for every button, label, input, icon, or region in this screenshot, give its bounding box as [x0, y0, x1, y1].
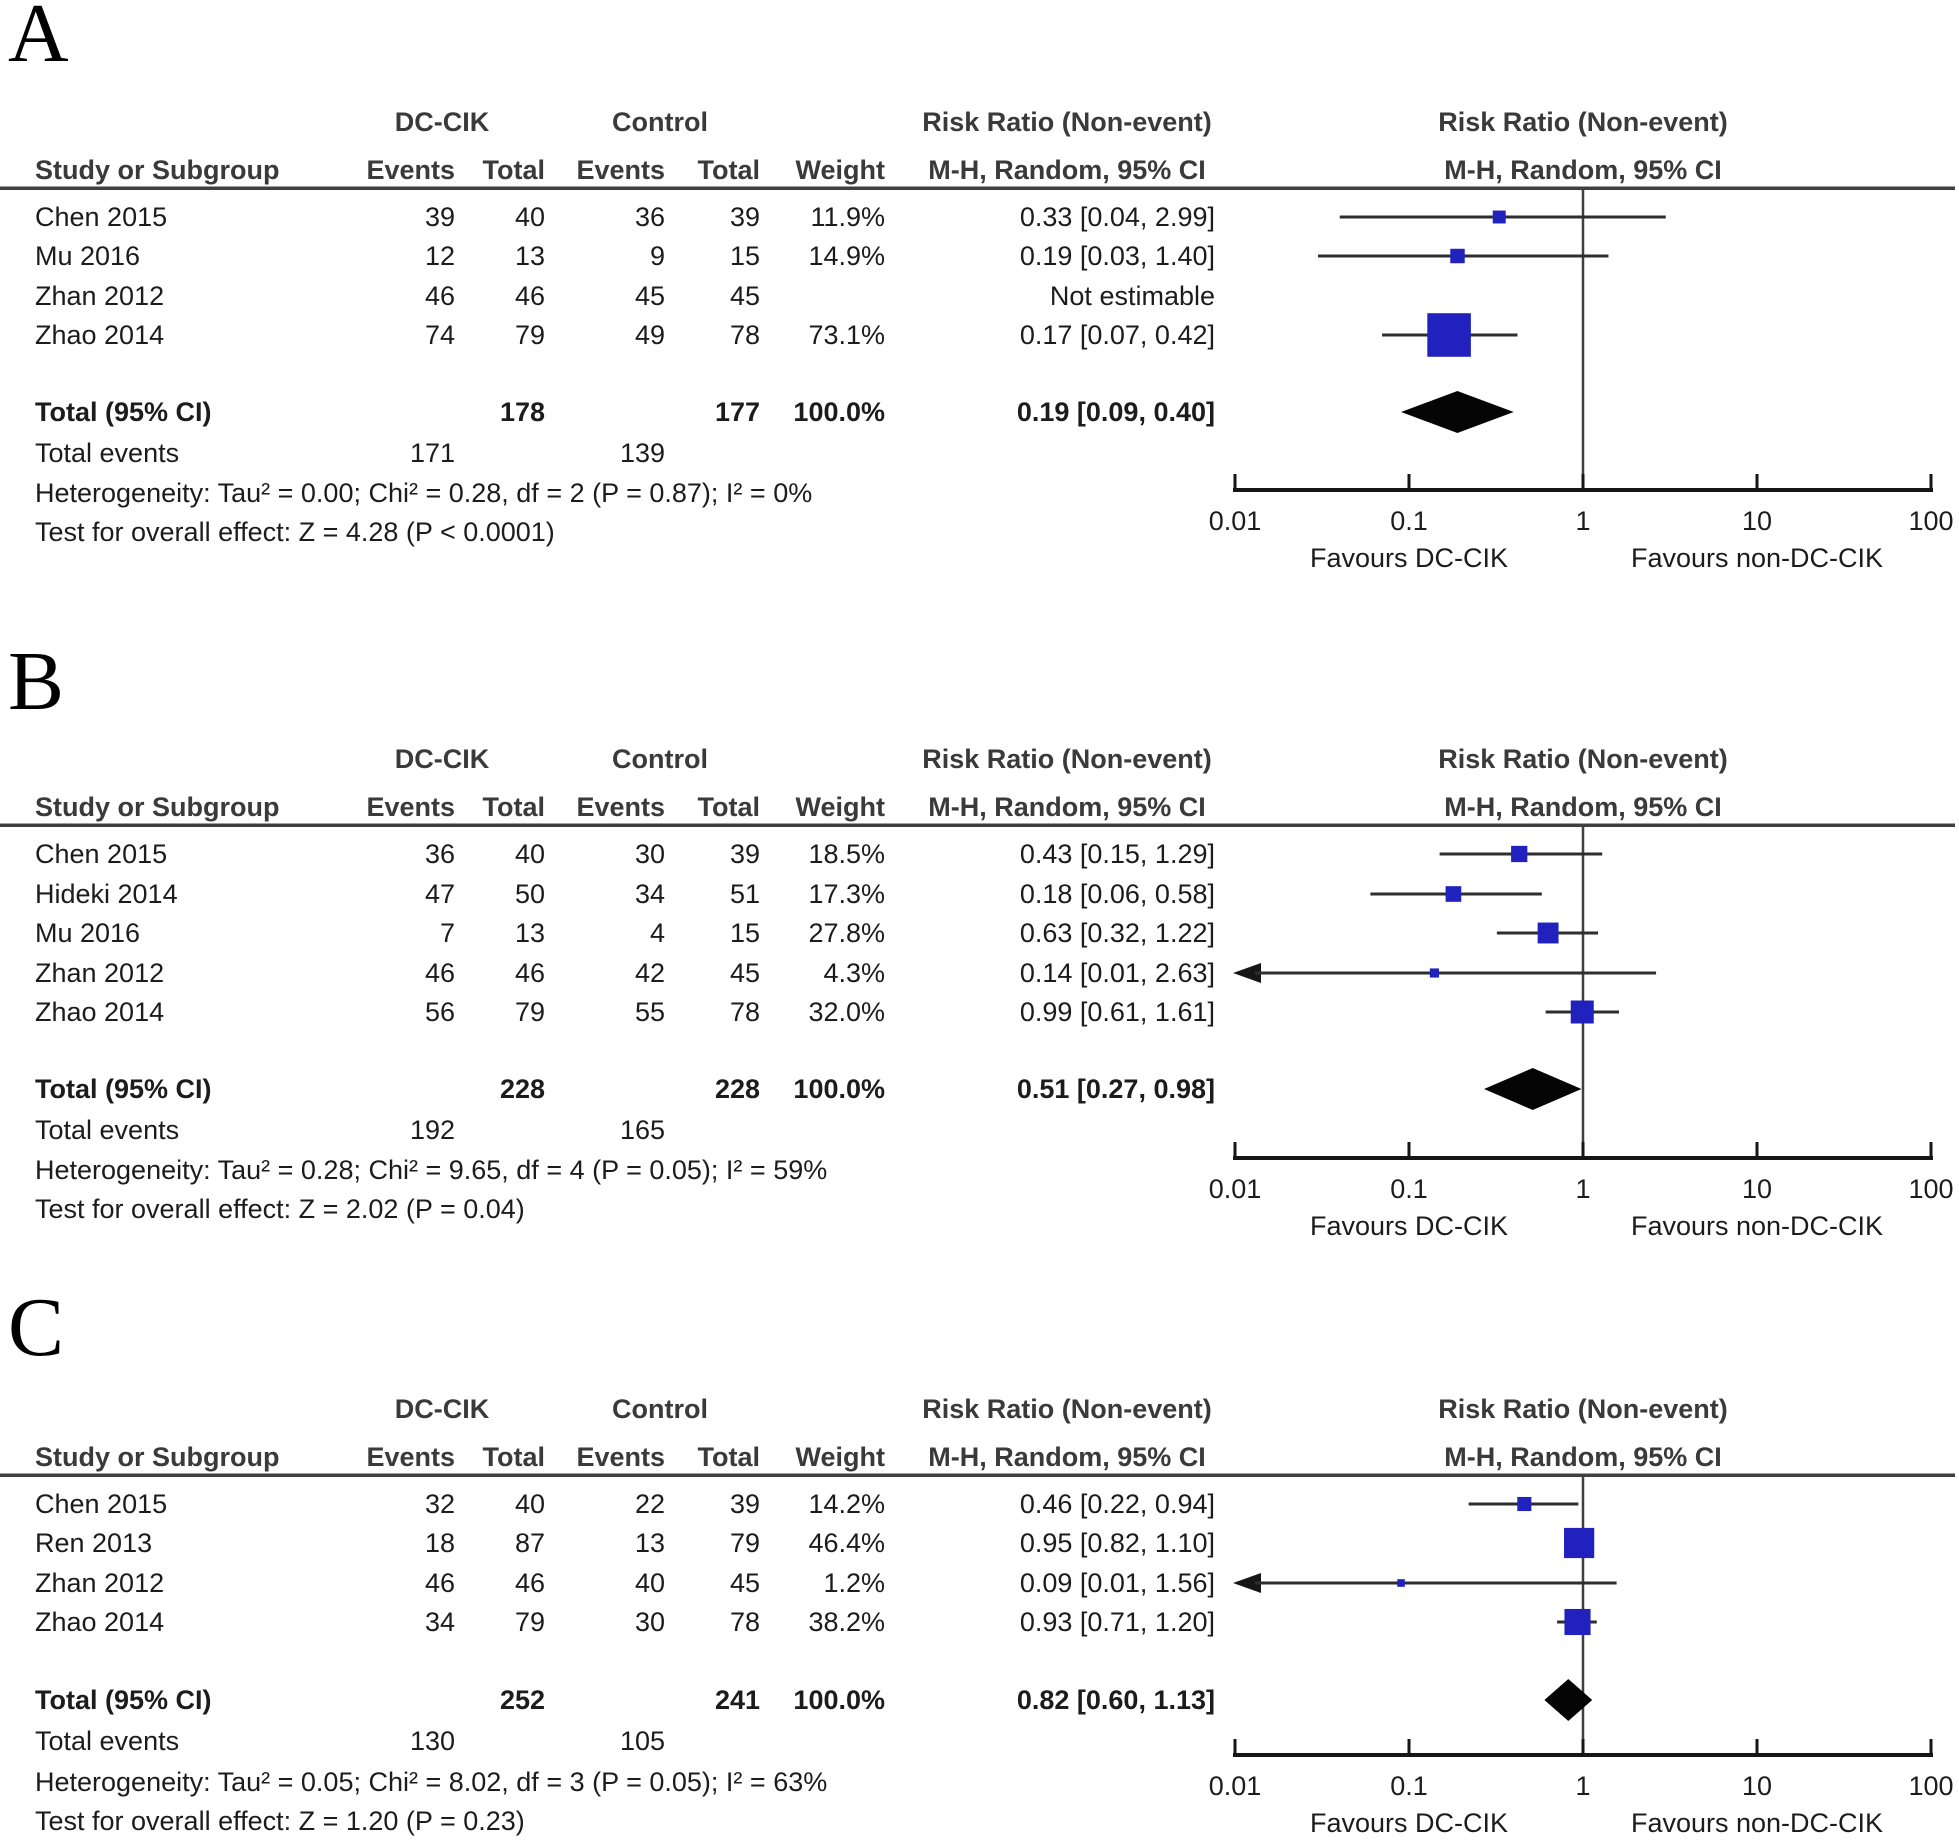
total-label: Total (95% CI)	[35, 1074, 212, 1104]
rr-subtitle-plot: M-H, Random, 95% CI	[1444, 155, 1722, 185]
col-header-weight: Weight	[795, 155, 885, 185]
favours-left-label: Favours DC-CIK	[1309, 543, 1509, 573]
ci-text: 0.63 [0.32, 1.22]	[1019, 918, 1215, 948]
total-events-dccik: 130	[409, 1726, 455, 1756]
axis-tick-label: 100	[1908, 1771, 1954, 1801]
dccik-total: 87	[514, 1528, 545, 1558]
axis-tick-label: 100	[1908, 506, 1954, 536]
study-name: Zhan 2012	[35, 958, 165, 988]
ci-text: 0.14 [0.01, 2.63]	[1019, 958, 1215, 988]
weight-value: 14.9%	[808, 241, 885, 271]
total-events-control: 139	[619, 438, 665, 468]
col-header-events2: Events	[576, 792, 665, 822]
heterogeneity-text: Heterogeneity: Tau² = 0.00; Chi² = 0.28, df = 2 (P = 0.87); I² = 0%	[35, 478, 813, 508]
col-header-total2: Total	[697, 155, 760, 185]
col-header-total2: Total	[697, 1442, 760, 1472]
axis-tick-label: 0.01	[1208, 1771, 1262, 1801]
control-events: 22	[634, 1489, 665, 1519]
group-header-control: Control	[612, 107, 708, 137]
group-header-dccik: DC-CIK	[394, 107, 490, 137]
total-label: Total (95% CI)	[35, 397, 212, 427]
dccik-total: 40	[514, 839, 545, 869]
study-name: Zhan 2012	[35, 1568, 165, 1598]
col-header-events1: Events	[366, 1442, 455, 1472]
col-header-total1: Total	[482, 792, 545, 822]
header-rule	[0, 187, 1955, 190]
total-events-label: Total events	[35, 1726, 180, 1756]
col-header-events2: Events	[576, 1442, 665, 1472]
favours-right-label: Favours non-DC-CIK	[1630, 543, 1884, 573]
control-total: 39	[729, 839, 760, 869]
axis-tick-label: 10	[1741, 506, 1773, 536]
weight-value: 32.0%	[808, 997, 885, 1027]
col-header-weight: Weight	[795, 792, 885, 822]
ci-text: Not estimable	[1049, 281, 1215, 311]
control-total: 45	[729, 281, 760, 311]
dccik-events: 34	[424, 1607, 455, 1637]
col-header-weight: Weight	[795, 1442, 885, 1472]
axis-tick-label: 10	[1741, 1771, 1773, 1801]
heterogeneity-text: Heterogeneity: Tau² = 0.05; Chi² = 8.02, df = 3 (P = 0.05); I² = 63%	[35, 1767, 828, 1797]
heterogeneity-text: Heterogeneity: Tau² = 0.28; Chi² = 9.65, df = 4 (P = 0.05); I² = 59%	[35, 1155, 828, 1185]
total-label: Total (95% CI)	[35, 1685, 212, 1715]
axis-tick-label: 10	[1741, 1174, 1773, 1204]
col-header-events2: Events	[576, 155, 665, 185]
study-name: Zhao 2014	[35, 1607, 165, 1637]
dccik-total: 79	[514, 320, 545, 350]
group-header-dccik: DC-CIK	[394, 744, 490, 774]
control-total: 15	[729, 918, 760, 948]
rr-title-table: Risk Ratio (Non-event)	[922, 107, 1212, 137]
weight-value: 14.2%	[808, 1489, 885, 1519]
dccik-events: 46	[424, 1568, 455, 1598]
weight-value: 11.9%	[810, 202, 885, 232]
group-header-control: Control	[612, 1394, 708, 1424]
ci-text: 0.43 [0.15, 1.29]	[1019, 839, 1215, 869]
dccik-total: 40	[514, 202, 545, 232]
col-header-events1: Events	[366, 792, 455, 822]
rr-subtitle-plot: M-H, Random, 95% CI	[1444, 1442, 1722, 1472]
effect-marker	[1517, 1497, 1531, 1511]
total-weight: 100.0%	[793, 1685, 885, 1715]
axis-tick-label: 0.01	[1208, 506, 1262, 536]
control-total: 39	[729, 1489, 760, 1519]
dccik-total: 46	[514, 281, 545, 311]
control-events: 55	[634, 997, 665, 1027]
dccik-events: 56	[424, 997, 455, 1027]
dccik-total: 46	[514, 958, 545, 988]
weight-value: 73.1%	[808, 320, 885, 350]
header-rule	[0, 1474, 1955, 1477]
control-total: 45	[729, 1568, 760, 1598]
axis-tick-label: 0.1	[1390, 506, 1428, 536]
control-total: 45	[729, 958, 760, 988]
col-header-total1: Total	[482, 155, 545, 185]
effect-marker	[1564, 1528, 1594, 1558]
ci-text: 0.18 [0.06, 0.58]	[1019, 879, 1215, 909]
effect-marker	[1430, 968, 1439, 977]
study-name: Chen 2015	[35, 839, 168, 869]
ci-text: 0.95 [0.82, 1.10]	[1019, 1528, 1215, 1558]
control-total: 79	[729, 1528, 760, 1558]
ci-text: 0.17 [0.07, 0.42]	[1019, 320, 1215, 350]
panel-label-b: B	[8, 635, 65, 728]
weight-value: 18.5%	[808, 839, 885, 869]
control-events: 9	[649, 241, 665, 271]
control-events: 40	[634, 1568, 665, 1598]
axis-tick-label: 1	[1575, 506, 1591, 536]
overall-effect-text: Test for overall effect: Z = 1.20 (P = 0.23)	[35, 1806, 525, 1836]
axis-tick-label: 1	[1575, 1771, 1591, 1801]
control-events: 30	[634, 839, 665, 869]
favours-left-label: Favours DC-CIK	[1309, 1211, 1509, 1241]
rr-title-table: Risk Ratio (Non-event)	[922, 744, 1212, 774]
dccik-events: 46	[424, 958, 455, 988]
ci-text: 0.33 [0.04, 2.99]	[1019, 202, 1215, 232]
total-events-label: Total events	[35, 1115, 180, 1145]
effect-marker	[1564, 1609, 1590, 1635]
control-events: 36	[634, 202, 665, 232]
effect-marker	[1538, 923, 1559, 944]
dccik-events: 36	[424, 839, 455, 869]
total-n-control: 241	[714, 1685, 760, 1715]
dccik-events: 46	[424, 281, 455, 311]
control-events: 30	[634, 1607, 665, 1637]
total-ci-text: 0.51 [0.27, 0.98]	[1016, 1074, 1215, 1104]
study-name: Mu 2016	[35, 918, 141, 948]
col-header-total2: Total	[697, 792, 760, 822]
dccik-events: 12	[424, 241, 455, 271]
dccik-total: 50	[514, 879, 545, 909]
total-n-dccik: 178	[499, 397, 545, 427]
total-events-control: 165	[619, 1115, 665, 1145]
dccik-total: 79	[514, 1607, 545, 1637]
total-n-dccik: 228	[499, 1074, 545, 1104]
total-events-control: 105	[619, 1726, 665, 1756]
axis-tick-label: 0.01	[1208, 1174, 1262, 1204]
panel-label-c: C	[8, 1281, 65, 1374]
rr-subtitle-table: M-H, Random, 95% CI	[928, 792, 1206, 822]
total-n-dccik: 252	[499, 1685, 545, 1715]
dccik-events: 47	[424, 879, 455, 909]
total-weight: 100.0%	[793, 397, 885, 427]
dccik-total: 13	[514, 918, 545, 948]
weight-value: 17.3%	[808, 879, 885, 909]
total-n-control: 177	[714, 397, 760, 427]
total-weight: 100.0%	[793, 1074, 885, 1104]
col-header-study: Study or Subgroup	[35, 1442, 280, 1472]
total-ci-text: 0.82 [0.60, 1.13]	[1016, 1685, 1215, 1715]
rr-title-plot: Risk Ratio (Non-event)	[1438, 1394, 1728, 1424]
dccik-total: 40	[514, 1489, 545, 1519]
ci-text: 0.46 [0.22, 0.94]	[1019, 1489, 1215, 1519]
axis-tick-label: 100	[1908, 1174, 1954, 1204]
effect-marker	[1427, 313, 1471, 357]
study-name: Ren 2013	[35, 1528, 153, 1558]
summary-diamond	[1544, 1679, 1592, 1721]
dccik-events: 39	[424, 202, 455, 232]
control-events: 34	[634, 879, 665, 909]
weight-value: 46.4%	[808, 1528, 885, 1558]
rr-title-table: Risk Ratio (Non-event)	[922, 1394, 1212, 1424]
overall-effect-text: Test for overall effect: Z = 2.02 (P = 0.04)	[35, 1194, 525, 1224]
control-total: 15	[729, 241, 760, 271]
favours-left-label: Favours DC-CIK	[1309, 1808, 1509, 1838]
dccik-events: 18	[424, 1528, 455, 1558]
total-n-control: 228	[714, 1074, 760, 1104]
study-name: Zhan 2012	[35, 281, 165, 311]
dccik-events: 7	[439, 918, 455, 948]
summary-diamond	[1484, 1068, 1581, 1110]
study-name: Hideki 2014	[35, 879, 178, 909]
total-events-label: Total events	[35, 438, 180, 468]
control-total: 78	[729, 997, 760, 1027]
effect-marker	[1397, 1579, 1405, 1587]
total-events-dccik: 192	[409, 1115, 455, 1145]
control-events: 49	[634, 320, 665, 350]
study-name: Mu 2016	[35, 241, 141, 271]
col-header-events1: Events	[366, 155, 455, 185]
col-header-study: Study or Subgroup	[35, 155, 280, 185]
weight-value: 4.3%	[823, 958, 885, 988]
control-total: 51	[729, 879, 760, 909]
control-events: 45	[634, 281, 665, 311]
effect-marker	[1571, 1001, 1594, 1024]
study-name: Chen 2015	[35, 1489, 168, 1519]
rr-subtitle-table: M-H, Random, 95% CI	[928, 155, 1206, 185]
overall-effect-text: Test for overall effect: Z = 4.28 (P < 0.0001)	[35, 517, 555, 547]
total-ci-text: 0.19 [0.09, 0.40]	[1016, 397, 1215, 427]
total-events-dccik: 171	[409, 438, 455, 468]
dccik-events: 74	[424, 320, 455, 350]
control-events: 42	[634, 958, 665, 988]
weight-value: 27.8%	[808, 918, 885, 948]
dccik-total: 79	[514, 997, 545, 1027]
axis-tick-label: 0.1	[1390, 1771, 1428, 1801]
control-events: 4	[649, 918, 665, 948]
favours-right-label: Favours non-DC-CIK	[1630, 1808, 1884, 1838]
group-header-control: Control	[612, 744, 708, 774]
rr-title-plot: Risk Ratio (Non-event)	[1438, 107, 1728, 137]
favours-right-label: Favours non-DC-CIK	[1630, 1211, 1884, 1241]
effect-marker	[1450, 249, 1464, 263]
rr-title-plot: Risk Ratio (Non-event)	[1438, 744, 1728, 774]
study-name: Zhao 2014	[35, 997, 165, 1027]
study-name: Zhao 2014	[35, 320, 165, 350]
rr-subtitle-table: M-H, Random, 95% CI	[928, 1442, 1206, 1472]
control-total: 78	[729, 1607, 760, 1637]
ci-text: 0.93 [0.71, 1.20]	[1019, 1607, 1215, 1637]
weight-value: 1.2%	[823, 1568, 885, 1598]
effect-marker	[1511, 846, 1527, 862]
axis-tick-label: 0.1	[1390, 1174, 1428, 1204]
effect-marker	[1446, 886, 1462, 902]
control-total: 78	[729, 320, 760, 350]
weight-value: 38.2%	[808, 1607, 885, 1637]
dccik-total: 46	[514, 1568, 545, 1598]
ci-text: 0.09 [0.01, 1.56]	[1019, 1568, 1215, 1598]
dccik-total: 13	[514, 241, 545, 271]
axis-tick-label: 1	[1575, 1174, 1591, 1204]
ci-text: 0.19 [0.03, 1.40]	[1019, 241, 1215, 271]
rr-subtitle-plot: M-H, Random, 95% CI	[1444, 792, 1722, 822]
group-header-dccik: DC-CIK	[394, 1394, 490, 1424]
study-name: Chen 2015	[35, 202, 168, 232]
panel-label-a: A	[8, 0, 69, 80]
effect-marker	[1493, 211, 1506, 224]
summary-diamond	[1401, 391, 1514, 433]
ci-text: 0.99 [0.61, 1.61]	[1019, 997, 1215, 1027]
col-header-study: Study or Subgroup	[35, 792, 280, 822]
col-header-total1: Total	[482, 1442, 545, 1472]
control-events: 13	[634, 1528, 665, 1558]
control-total: 39	[729, 202, 760, 232]
header-rule	[0, 824, 1955, 827]
dccik-events: 32	[424, 1489, 455, 1519]
